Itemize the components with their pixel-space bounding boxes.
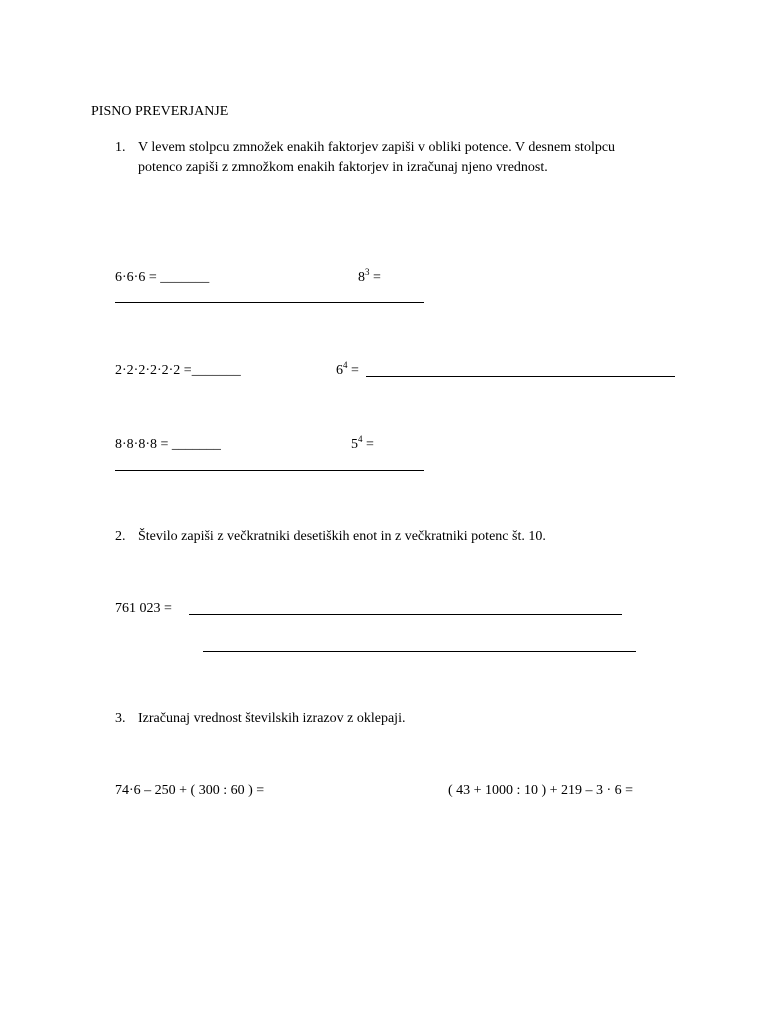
task-3-instruction: Izračunaj vrednost številskih izrazov z oklepaji. (138, 711, 406, 726)
page-title: PISNO PREVERJANJE (91, 104, 229, 119)
task-2-answer-line-2[interactable] (203, 651, 636, 652)
task-3-right-expression: ( 43 + 1000 : 10 ) + 219 – 3 · 6 = (448, 783, 634, 798)
task-1-row-2-right-expression: $6^4$ = (336, 360, 359, 378)
task-2-answer-line-1[interactable] (189, 614, 622, 615)
task-1-row-1-right-expression: $8^3$ = (358, 267, 381, 285)
task-1-instruction-line-1: V levem stolpcu zmnožek enakih faktorjev zapiši v obliki potence. V desnem stolpcu (138, 140, 616, 155)
task-2-number: 2. (115, 529, 126, 544)
task-3-number: 3. (115, 711, 126, 726)
task-2-expression: 761 023 = (115, 601, 172, 616)
task-1-instruction-line-2: potenco zapiši z zmnožkom enakih faktorjev in izračunaj njeno vrednost. (138, 160, 548, 175)
task-1-row-2-left-expression: 2·2·2·2·2·2 =_______ (115, 363, 241, 378)
task-1-row-3-right-expression: $5^4$ = (351, 434, 374, 452)
task-1-row-1-left-expression: 6·6·6 = _______ (115, 270, 210, 285)
task-1-row-1-answer-line[interactable] (115, 302, 424, 303)
task-2-instruction: Število zapiši z večkratniki desetiških enot in z večkratniki potenc št. 10. (138, 529, 546, 544)
task-1-row-3-answer-line[interactable] (115, 470, 424, 471)
task-1-row-3-left-expression: 8·8·8·8 = _______ (115, 437, 221, 452)
task-3-left-expression: 74·6 – 250 + ( 300 : 60 ) = (115, 783, 265, 798)
task-1-number: 1. (115, 140, 126, 155)
task-1-row-2-answer-line[interactable] (366, 376, 675, 377)
